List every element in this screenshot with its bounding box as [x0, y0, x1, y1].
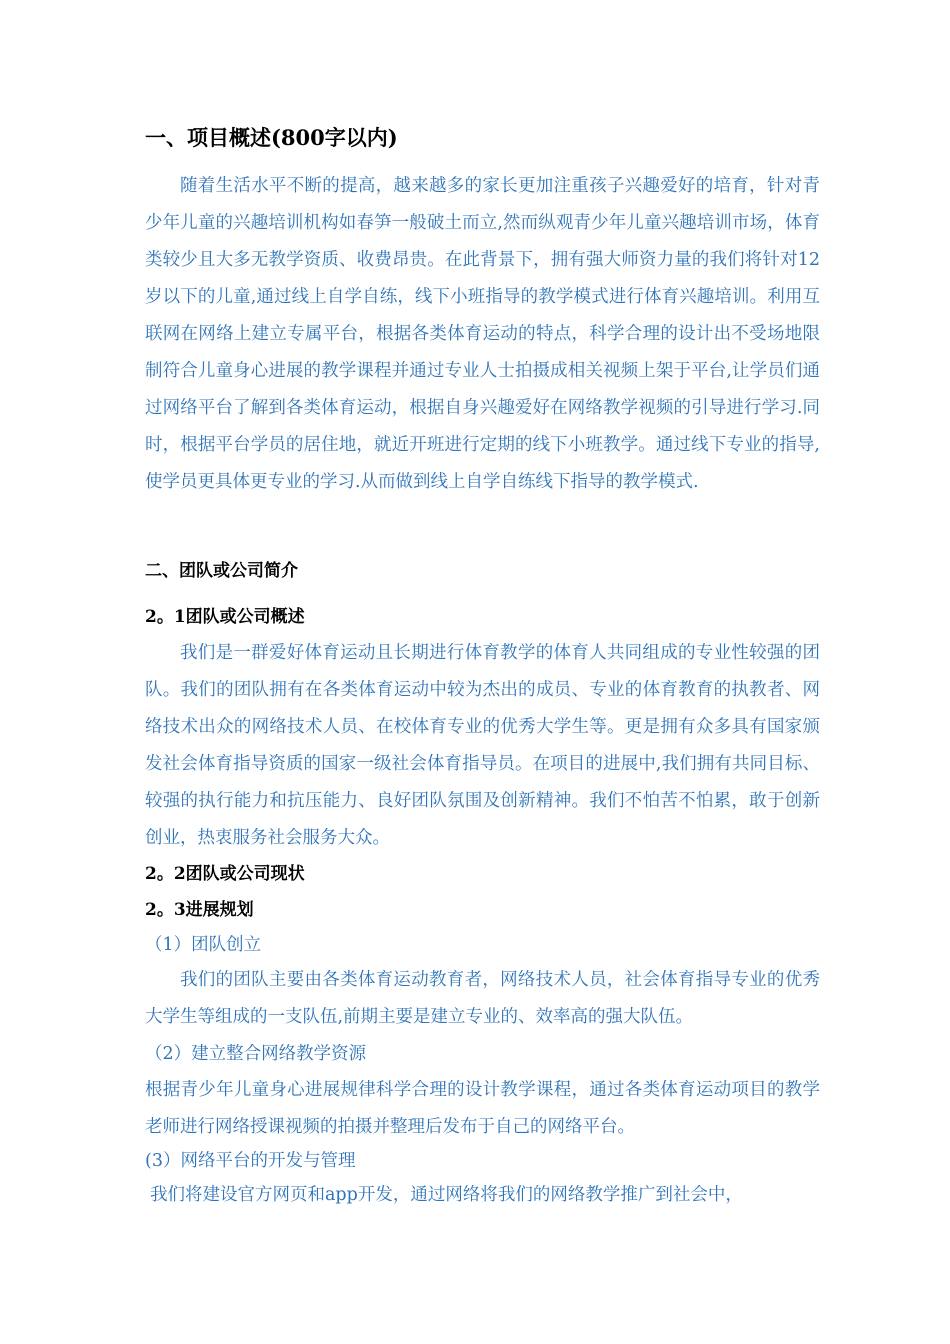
section-2-1-heading: 2。1团队或公司概述: [145, 607, 305, 627]
section-1-heading: 一、项目概述(800字以内): [145, 125, 398, 150]
plan-2-label: （2）建立整合网络教学资源: [145, 1044, 367, 1064]
section-2-2-heading: 2。2团队或公司现状: [145, 864, 305, 884]
plan-3-label: (3）网络平台的开发与管理: [145, 1151, 356, 1171]
plan-2-paragraph: 根据青少年儿童身心进展规律科学合理的设计教学课程，通过各类体育运动项目的教学老师进行网络授课视频的拍摄并整理后发布于自己的网络平台。: [145, 1080, 820, 1137]
plan-1-label: （1）团队创立: [145, 935, 262, 955]
section-2-1-paragraph: 我们是一群爱好体育运动且长期进行体育教学的体育人共同组成的专业性较强的团队。我们的团队拥有在各类体育运动中较为杰出的成员、专业的体育教育的执教者、网络技术出众的网络技术人员、在校体育专业的优秀大学生等。更是拥有众多具有国家颁发社会体育指导资质的国家一级社会体育指导员。在项目的进展中,我们拥有共同目标、较强的执行能力和抗压能力、良好团队氛围及创新精神。我们不怕苦不怕累，敢于创新创业，热衷服务社会服务大众。: [145, 643, 820, 848]
section-1-paragraph: 随着生活水平不断的提高，越来越多的家长更加注重孩子兴趣爱好的培育，针对青少年儿童的兴趣培训机构如春笋一般破土而立,然而纵观青少年儿童兴趣培训市场，体育类较少且大多无教学资质、收费昂贵。在此背景下，拥有强大师资力量的我们将针对12岁以下的儿童,通过线上自学自练，线下小班指导的教学模式进行体育兴趣培训。利用互联网在网络上建立专属平台，根据各类体育运动的特点，科学合理的设计出不受场地限制符合儿童身心进展的教学课程并通过专业人士拍摄成相关视频上架于平台,让学员们通过网络平台了解到各类体育运动，根据自身兴趣爱好在网络教学视频的引导进行学习.同时，根据平台学员的居住地，就近开班进行定期的线下小班教学。通过线下专业的指导,使学员更具体更专业的学习.从而做到线上自学自练线下指导的教学模式.: [145, 176, 820, 492]
plan-3-paragraph: 我们将建设官方网页和app开发，通过网络将我们的网络教学推广到社会中，: [150, 1185, 743, 1205]
section-2-heading: 二、团队或公司简介: [145, 561, 298, 581]
section-2-3-heading: 2。3进展规划: [145, 900, 254, 920]
plan-1-paragraph: 我们的团队主要由各类体育运动教育者，网络技术人员，社会体育指导专业的优秀大学生等组成的一支队伍,前期主要是建立专业的、效率高的强大队伍。: [145, 970, 820, 1027]
